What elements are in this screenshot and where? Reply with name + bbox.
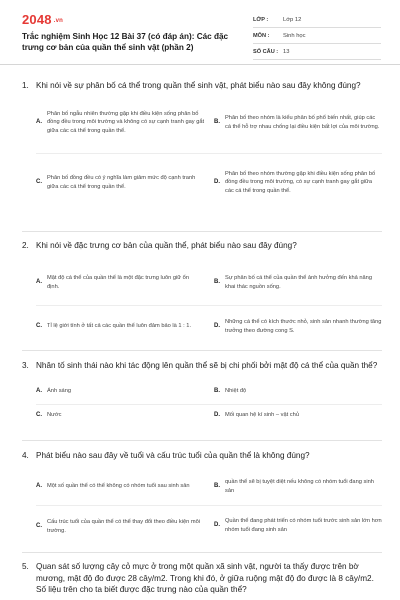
option-a[interactable]	[36, 98, 206, 148]
option-text: Sự phân bố cá thể của quần thể ảnh hưởng đến khả năng khai thác nguồn sống.	[225, 275, 373, 290]
option-d[interactable]	[214, 409, 382, 423]
question-number: 4.	[22, 451, 29, 460]
question-number: 2.	[22, 241, 29, 250]
option-text: Mối quan hệ kí sinh – vật chủ	[225, 412, 299, 419]
option-a[interactable]	[36, 475, 201, 499]
options	[36, 258, 382, 346]
page-title: Trắc nghiệm Sinh Học 12 Bài 37 (có đáp án): Các đặc trưng cơ bản của quần thể sinh vật (phần 2)	[22, 32, 229, 52]
option-text: Nhiệt độ	[225, 388, 247, 395]
option-d[interactable]	[214, 158, 382, 208]
question-divider	[22, 350, 382, 351]
option-separator	[36, 505, 382, 506]
option-text: Quần thể đang phát triển có nhóm tuổi trước sinh sản lớn hơn nhóm tuổi đang sinh sản	[225, 518, 382, 533]
options	[36, 468, 382, 556]
question-number: 5.	[22, 562, 29, 571]
question-number: 1.	[22, 81, 29, 90]
option-text: Phân bố ngẫu nhiên thường gặp khi điều kiện sống phân bố đồng đều trong môi trường và không có sự cạnh tranh gay gắt giữa các cá thể trong quần thể.	[47, 111, 205, 134]
meta-value: Lớp 12	[283, 16, 302, 23]
option-letter: A.	[36, 119, 42, 126]
meta-row-subject	[253, 28, 381, 44]
option-letter: A.	[36, 279, 42, 286]
option-text: Nước	[47, 412, 62, 419]
option-a[interactable]	[36, 385, 201, 399]
option-b[interactable]	[214, 385, 382, 399]
option-a[interactable]	[36, 266, 201, 300]
question-text: Khi nói về sự phân bố cá thể trong quần thể sinh vật, phát biểu nào sau đây không đúng?	[36, 81, 361, 90]
meta-key: MÔN :	[253, 32, 270, 39]
option-c[interactable]	[36, 158, 206, 208]
option-separator	[36, 404, 382, 405]
option-letter: B.	[214, 483, 220, 490]
option-text: Phân bố theo nhóm là kiểu phân bố phổ biến nhất, giúp các cá thể hỗ trợ nhau chống lại điều kiện bất lợi của môi trường.	[225, 115, 380, 130]
question-divider	[22, 552, 382, 553]
option-text: Một số quần thể có thể không có nhóm tuổi sau sinh sản	[47, 483, 190, 490]
option-text: Phân bố theo nhóm thường gặp khi điều kiện sống phân bố đồng đều trong môi trường, có sự cạnh tranh gay gắt giữa các cá thể trong quần thể.	[225, 171, 376, 194]
option-text: Phân bố đồng đều có ý nghĩa làm giảm mức độ cạnh tranh giữa các cá thể trong quần thể.	[47, 175, 196, 190]
question-text: Quan sát số lượng cây cỏ mực ở trong một quần xã sinh vật, người ta thấy được trên bờ mương, mật độ đo được 28 cây/m2. Trong khi đó, ở giữa ruộng mật độ đo được là 8 cây/m2. Số liệu trên cho ta biết được đặc trưng nào của quần thể?	[36, 562, 374, 594]
question-5	[22, 561, 382, 596]
option-b[interactable]	[214, 475, 382, 499]
option-letter: D.	[214, 522, 220, 529]
header	[0, 0, 400, 65]
meta-row-grade	[253, 12, 381, 28]
meta-row-count	[253, 44, 381, 60]
meta-value: Sinh học	[283, 32, 306, 39]
option-letter: D.	[214, 179, 220, 186]
option-letter: B.	[214, 119, 220, 126]
question-text: Khi nói về đặc trưng cơ bản của quần thể, phát biểu nào sau đây đúng?	[36, 241, 297, 250]
quiz-meta	[253, 12, 381, 60]
question-text: Nhân tố sinh thái nào khi tác động lên quần thể sẽ bị chi phối bởi mật độ cá thể của quần thể?	[36, 361, 378, 370]
meta-value: 13	[283, 48, 290, 55]
option-b[interactable]	[214, 266, 382, 300]
question-1	[22, 80, 382, 216]
question-number: 3.	[22, 361, 29, 370]
option-c[interactable]	[36, 512, 201, 542]
option-letter: C.	[36, 323, 42, 330]
site-logo[interactable]	[22, 12, 63, 27]
option-separator	[36, 153, 382, 154]
options	[36, 378, 382, 430]
option-letter: C.	[36, 523, 42, 530]
option-d[interactable]	[214, 310, 382, 344]
option-c[interactable]	[36, 310, 201, 344]
question-divider	[22, 231, 382, 232]
option-d[interactable]	[214, 509, 382, 543]
options	[36, 98, 382, 216]
option-text: quần thể sẽ bị tuyệt diệt nếu không có nhóm tuổi đang sinh sản	[225, 479, 374, 494]
question-2	[22, 240, 382, 346]
logo-main: 2048	[22, 12, 52, 27]
option-text: Những cá thể có kích thước nhỏ, sinh sản nhanh thường tăng trưởng theo đường cong S.	[225, 319, 382, 334]
option-text: Tỉ lệ giới tính ở tất cả các quần thể luôn đảm bảo là 1 : 1.	[47, 323, 192, 330]
option-text: Cấu trúc tuổi của quần thể có thể thay đổi theo điều kiện môi trường.	[47, 519, 201, 534]
meta-key: SỐ CÂU :	[253, 48, 279, 55]
question-4	[22, 450, 382, 556]
option-separator	[36, 305, 382, 306]
question-divider	[22, 440, 382, 441]
option-letter: C.	[36, 179, 42, 186]
option-letter: B.	[214, 388, 220, 395]
option-letter: C.	[36, 412, 42, 419]
option-text: Mật độ cá thể của quần thể là một đặc trưng luôn giữ ổn định.	[47, 275, 189, 290]
option-letter: B.	[214, 279, 220, 286]
option-b[interactable]	[214, 98, 382, 148]
option-letter: A.	[36, 483, 42, 490]
option-letter: A.	[36, 388, 42, 395]
question-3	[22, 360, 382, 430]
logo-suffix: .vn	[53, 17, 64, 24]
meta-key: LỚP :	[253, 16, 269, 23]
option-c[interactable]	[36, 409, 201, 423]
option-letter: D.	[214, 412, 220, 419]
question-text: Phát biểu nào sau đây về tuổi và cấu trúc tuổi của quần thể là không đúng?	[36, 451, 310, 460]
option-text: Ánh sáng	[47, 388, 72, 395]
option-letter: D.	[214, 323, 220, 330]
